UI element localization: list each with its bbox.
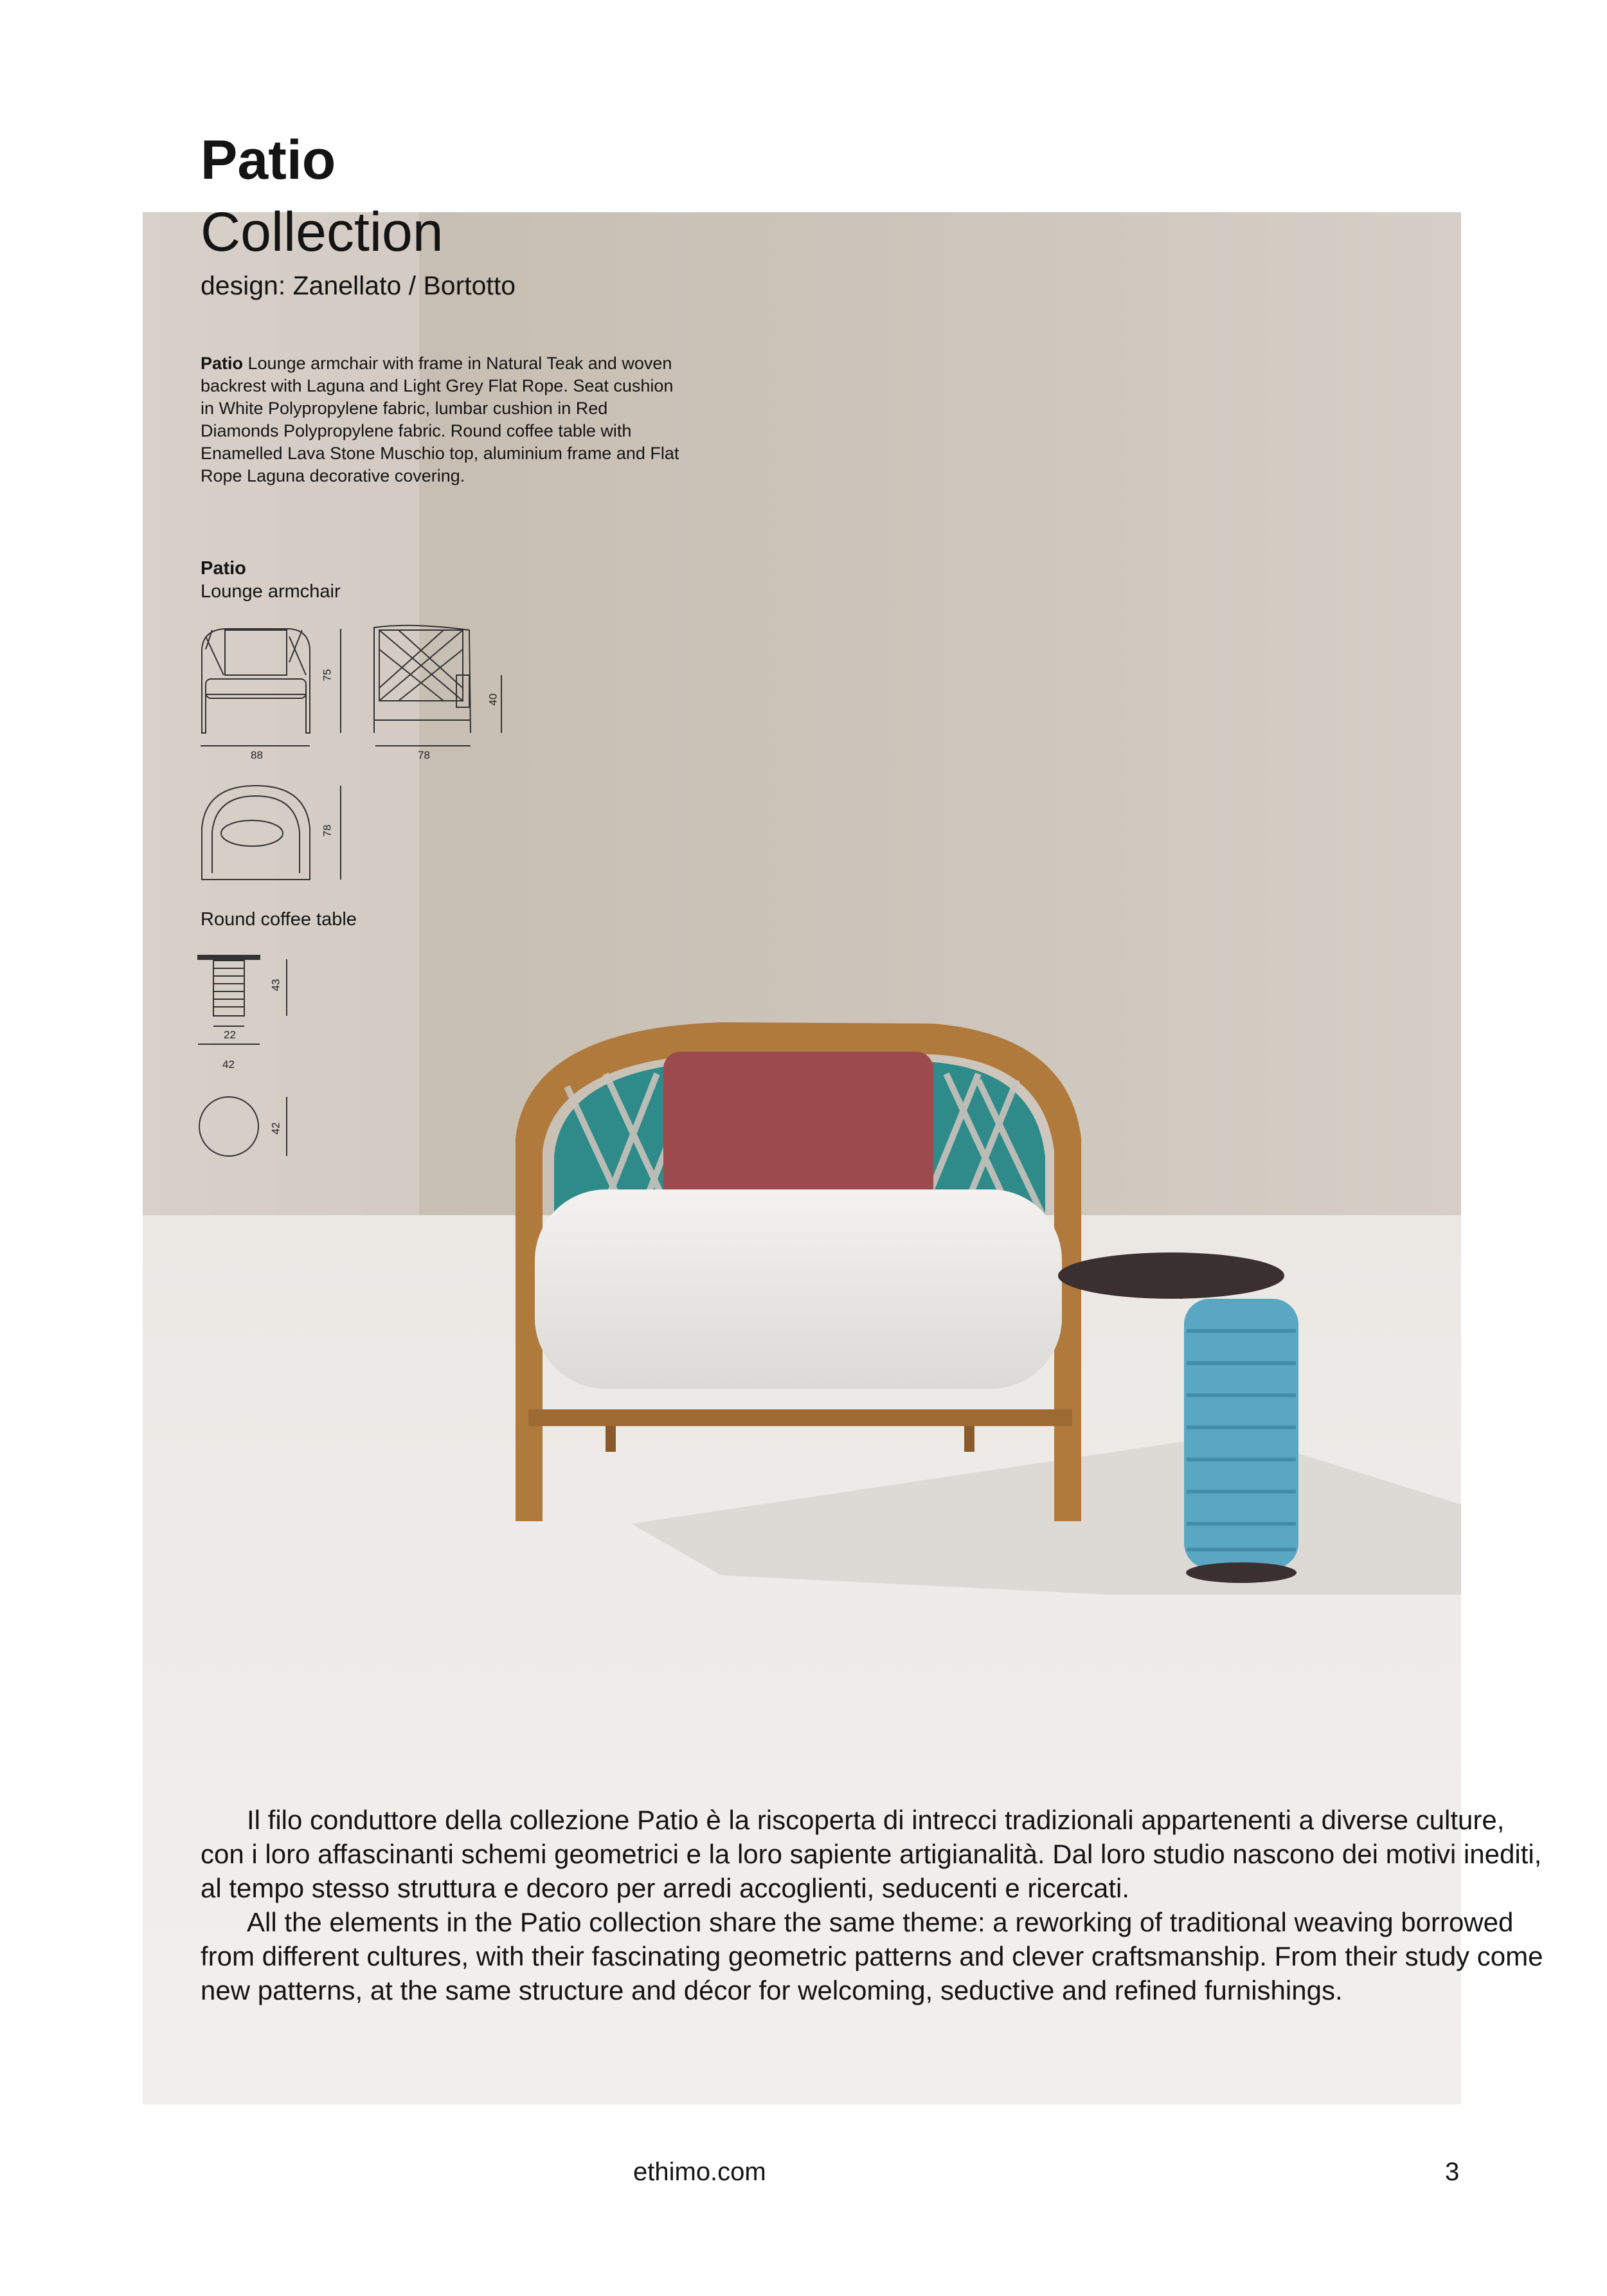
dim-side-seat: 40: [487, 693, 499, 706]
collection-body-text: [201, 1803, 1550, 2007]
table-subtitle: Round coffee table: [201, 909, 357, 930]
table-plan-drawing: [197, 1093, 300, 1164]
armchair-subtitle: Lounge armchair: [201, 581, 341, 602]
body-paragraph-it: Il filo conduttore della collezione Patio è la riscoperta di intrecci tradizionali appartenenti a diverse culture, con i loro affascinanti schemi geometrici e la loro sapiente artigianalità. Dal loro studio nascono dei motivi inediti, al tempo stesso struttura e decoro per arredi accoglienti, seducenti e ricercati.: [201, 1805, 1542, 1903]
collection-title: Patio: [201, 129, 336, 191]
dim-front-height: 75: [321, 669, 334, 682]
collection-subtitle: Collection: [201, 201, 444, 263]
description-text: Lounge armchair with frame in Natural Teak and woven backrest with Laguna and Light Grey Flat Rope. Seat cushion in White Polypropylene fabric, lumbar cushion in Red Diamonds Polypropylene fabric. Round coffee table with Enamelled Lava Stone Muschio top, aluminium frame and Flat Rope Laguna decorative covering.: [201, 354, 679, 485]
armchair-side-drawing: [373, 624, 514, 752]
product-description: [201, 352, 689, 487]
dim-top-depth: 78: [321, 824, 334, 837]
dim-side-depth: 78: [418, 749, 430, 761]
dim-table-plan: 42: [269, 1122, 282, 1135]
dim-table-height: 43: [269, 979, 282, 991]
designer-credit: design: Zanellato / Bortotto: [201, 271, 516, 300]
armchair-name: Patio: [201, 558, 246, 579]
description-lead: Patio: [201, 354, 244, 373]
body-paragraph-en: All the elements in the Patio collection share the same theme: a reworking of traditional weaving borrowed from different cultures, with their fascinating geometric patterns and clever craftsmanship. From their study come new patterns, at the same structure and décor for welcoming, seductive and refined furnishings.: [201, 1907, 1543, 2005]
armchair-front-drawing: [199, 624, 347, 752]
page-number: 3: [1445, 2158, 1460, 2186]
dim-table-top: 42: [222, 1058, 235, 1071]
dim-front-width: 88: [251, 749, 263, 761]
dim-table-base: 22: [224, 1029, 236, 1041]
table-elevation-drawing: [197, 954, 300, 1051]
footer-website: ethimo.com: [633, 2158, 766, 2186]
